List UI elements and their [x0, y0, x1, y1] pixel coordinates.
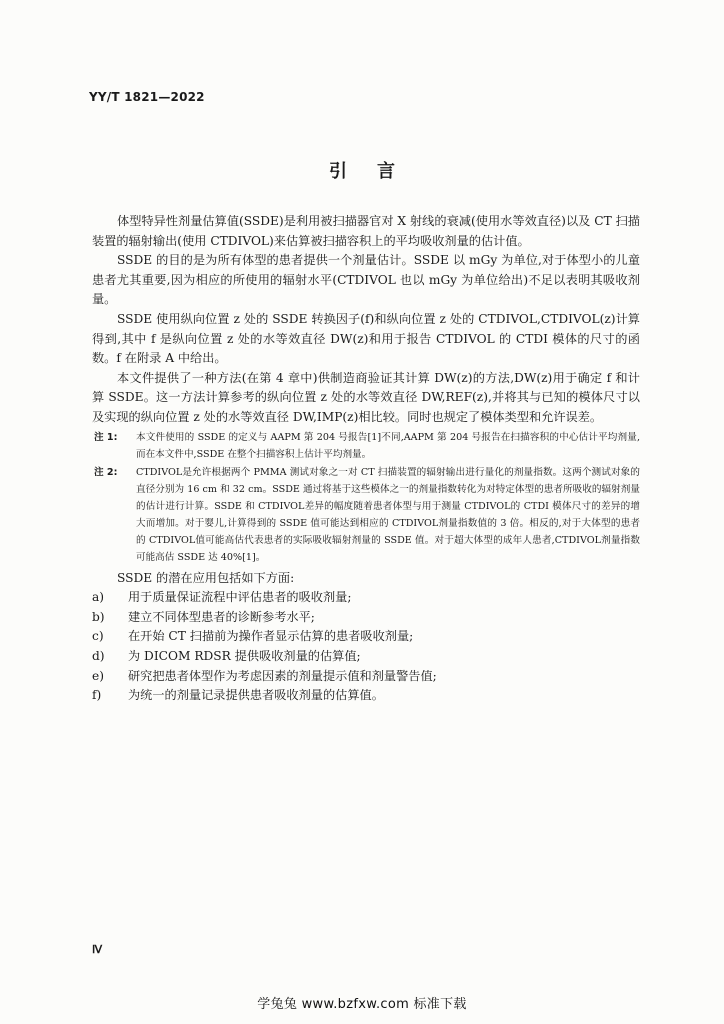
note-text: CTDIVOL是允许根据两个 PMMA 测试对象之一对 CT 扫描装置的辐射输出进行量化的剂量指数。这两个测试对象的直径分别为 16 cm 和 32 cm。SSDE 通过将基于这些模体之一的剂量指数转化为对特定体型的患者所吸收的辐射剂量的估计进行计算。SSDE 和 CTDIVOL差异的幅度随着患者体型与用于测量 CTDIVOL的 CTDI 模体尺寸的差异的增大而增加。对于婴儿,计算得到的 SSDE 值可能达到相应的 CTDIVOL剂量指数值的 3 倍。相反的,对于大体型的患者的 CTDIVOL值可能高估代表患者的实际吸收辐射剂量的 SSDE 值。对于超大体型的成年人患者,CTDIVOL剂量指数可能高估 SSDE 达 40%[1]。: [136, 466, 640, 563]
list-item: [92, 647, 640, 667]
paragraph-3: SSDE 使用纵向位置 z 处的 SSDE 转换因子(f)和纵向位置 z 处的 CTDIVOL,CTDIVOL(z)计算得到,其中 f 是纵向位置 z 处的水等效直径 DW(z)和用于报告 CTDIVOL 的 CTDI 模体的尺寸的函数。f 在附录 A 中给出。: [92, 311, 640, 366]
list-marker: d): [92, 648, 105, 663]
list-text: 在开始 CT 扫描前为操作者显示估算的患者吸收剂量;: [128, 629, 414, 644]
list-text: 为 DICOM RDSR 提供吸收剂量的估算值;: [128, 648, 361, 663]
list-text: 为统一的剂量记录提供患者吸收剂量的估算值。: [128, 688, 384, 703]
footer-watermark[interactable]: 学兔兔 www.bzfxw.com 标准下载: [257, 997, 467, 1012]
note-1: [92, 429, 640, 463]
section-title: 引言: [329, 161, 425, 182]
standard-code: YY/T 1821—2022: [89, 90, 205, 104]
list-marker: a): [92, 590, 105, 605]
list-text: 研究把患者体型作为考虑因素的剂量提示值和剂量警告值;: [128, 668, 437, 683]
paragraph-4: 本文件提供了一种方法(在第 4 章中)供制造商验证其计算 DW(z)的方法,DW(z)用于确定 f 和计算 SSDE。这一方法计算参考的纵向位置 z 处的水等效直径 DW,REF(z),并将其与已知的模体尺寸以及实现的纵向位置 z 处的水等效直径 DW,IMP(z)相比较。同时也规定了模体类型和允许误差。: [92, 370, 640, 424]
list-marker: b): [92, 609, 105, 624]
list-item: [92, 627, 640, 647]
list-item: [92, 608, 640, 628]
list-marker: c): [92, 629, 104, 644]
paragraph-2: SSDE 的目的是为所有体型的患者提供一个剂量估计。SSDE 以 mGy 为单位,对于体型小的儿童患者尤其重要,因为相应的所使用的辐射水平(CTDIVOL 也以 mGy 为单位给出)不足以表明其吸收剂量。: [92, 253, 640, 307]
note-label: 注 1:: [94, 431, 118, 443]
note-2: [92, 464, 640, 566]
page-number: Ⅳ: [92, 944, 103, 956]
list-intro: SSDE 的潜在应用包括如下方面:: [117, 570, 295, 585]
list-marker: f): [92, 688, 102, 703]
paragraph-1: 体型特异性剂量估算值(SSDE)是利用被扫描器官对 X 射线的衰减(使用水等效直径)以及 CT 扫描装置的辐射输出(使用 CTDIVOL)来估算被扫描容积上的平均吸收剂量的估计值。: [92, 214, 640, 248]
note-label: 注 2:: [94, 466, 118, 478]
list-text: 用于质量保证流程中评估患者的吸收剂量;: [128, 590, 352, 605]
list-text: 建立不同体型患者的诊断参考水平;: [128, 609, 315, 624]
list-item: [92, 588, 640, 608]
note-text: 本文件使用的 SSDE 的定义与 AAPM 第 204 号报告[1]不同,AAPM 第 204 号报告在扫描容积的中心估计平均剂量,而在本文件中,SSDE 在整个扫描容积上估计平均剂量。: [136, 431, 640, 460]
list-item: [92, 686, 640, 706]
list-marker: e): [92, 668, 104, 683]
body-text: [92, 212, 640, 706]
list-item: [92, 667, 640, 687]
application-list: [92, 588, 640, 706]
